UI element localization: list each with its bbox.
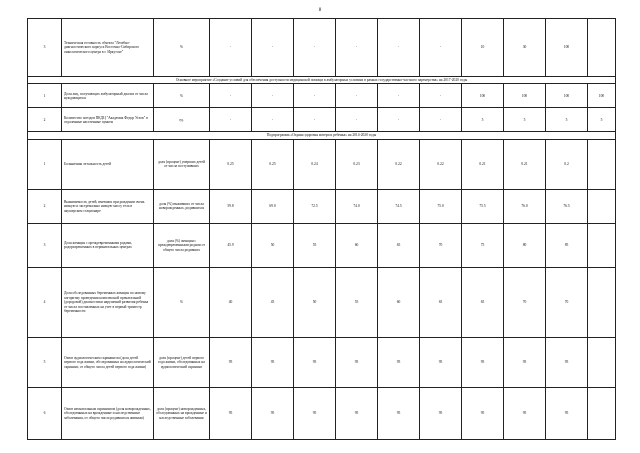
year-value-cell: 80 [504,223,546,267]
year-value-cell: 65 [462,267,504,337]
year-value-cell: 10 [462,19,504,77]
year-value-cell: - [252,108,294,132]
indicators-table [27,18,616,440]
year-value-cell [588,19,616,77]
year-value-cell: 95 [294,387,336,439]
year-value-cell: - [252,84,294,108]
year-value-cell: 50 [252,223,294,267]
page-number: 8 [318,8,322,13]
table-body [28,19,616,440]
year-value-cell: 5 [588,108,616,132]
indicator-name: Выживаемость детей, имевших при рождении очень низкую и экстремально низкую массу тела в акушерском стационаре [62,189,154,223]
year-value-cell: - [294,108,336,132]
year-value-cell: 65 [420,267,462,337]
year-value-cell: 74.5 [378,189,420,223]
indicator-name: Количество поездов ПКДЦ "Академик Федор Углов" в отдаленные населенные пункты [62,108,154,132]
row-number: 4 [28,267,62,337]
indicator-name: Доля лиц, получающих амбулаторный диализ от числа нуждающихся [62,84,154,108]
indicator-name: Больничная летальность детей [62,139,154,189]
year-value-cell: - [378,108,420,132]
table-row [28,19,616,77]
year-value-cell: 0.24 [294,139,336,189]
unit-of-measure: % [154,19,210,77]
year-value-cell: - [252,19,294,77]
year-value-cell: - [210,19,252,77]
year-value-cell: 95 [336,387,378,439]
year-value-cell: 5 [462,108,504,132]
table-row [28,387,616,439]
year-value-cell: 0.25 [252,139,294,189]
year-value-cell: 75.0 [420,189,462,223]
year-value-cell: 95 [504,337,546,387]
indicator-name: Доля женщин с преждевременными родами, родоразрешенных в перинатальных центрах [62,223,154,267]
year-value-cell: 95 [378,387,420,439]
year-value-cell: 95 [252,387,294,439]
indicator-name: Техническая готовность объекта "Лечебно-диагностического корпуса Восточно-Сибирского онкологического центра в г. Иркутске" [62,19,154,77]
row-number: 5 [28,337,62,387]
year-value-cell: 0.23 [336,139,378,189]
year-value-cell: 65 [378,223,420,267]
year-value-cell: 60 [378,267,420,337]
row-number: 1 [28,84,62,108]
year-value-cell: 75 [462,223,504,267]
year-value-cell: - [336,19,378,77]
year-value-cell: 95 [210,337,252,387]
year-value-cell: 70 [420,223,462,267]
table-row [28,267,616,337]
year-value-cell: 69.0 [252,189,294,223]
year-value-cell: 55 [294,223,336,267]
unit-of-measure: % [154,267,210,337]
section-header-row [28,132,616,139]
year-value-cell: - [210,108,252,132]
year-value-cell: 75.5 [462,189,504,223]
year-value-cell: - [294,19,336,77]
year-value-cell: - [336,108,378,132]
year-value-cell: - [420,19,462,77]
year-value-cell: 0.22 [420,139,462,189]
year-value-cell: - [378,19,420,77]
unit-of-measure: доля (процент) новорожденных, обследованных на врожденные и наследственные заболевания [154,387,210,439]
year-value-cell: - [420,108,462,132]
year-value-cell: 95 [462,337,504,387]
year-value-cell [588,337,616,387]
row-number: 1 [28,139,62,189]
year-value-cell: 0.21 [462,139,504,189]
year-value-cell: - [378,84,420,108]
year-value-cell: 72.5 [294,189,336,223]
unit-of-measure: доля (%) выживших от числа новорожденных, родившихся [154,189,210,223]
year-value-cell: 85 [546,223,588,267]
year-value-cell: - [210,84,252,108]
row-number: 6 [28,387,62,439]
year-value-cell: 60 [336,223,378,267]
year-value-cell: 100 [588,84,616,108]
year-value-cell: 95 [546,337,588,387]
year-value-cell: - [294,84,336,108]
row-number: 2 [28,189,62,223]
indicator-name: Охват аудиологическим скринингом (доля детей первого года жизни, обследованных на аудиологический скрининг, от общего числа детей первого года жизни) [62,337,154,387]
year-value-cell: 76.5 [546,189,588,223]
section-title: Основное мероприятие «Создание условий для обеспечения доступности медицинской помощи в амбулаторных условиях в рамках государственно-частного партнерства» на 2017-2020 годы [28,77,616,84]
year-value-cell: 95 [294,337,336,387]
unit-of-measure: доля (процент) умерших детей от числа поступивших [154,139,210,189]
row-number: 3 [28,223,62,267]
year-value-cell: - [336,84,378,108]
year-value-cell [588,223,616,267]
unit-of-measure: % [154,84,210,108]
year-value-cell: 0.22 [378,139,420,189]
table-row [28,108,616,132]
indicator-name: Доля обследованных беременных женщин по новому алгоритму проведения комплексной пренатальной (дородовой) диагностики нарушений развития ребенка от числа поставленных на учет в первый триместр беременности [62,267,154,337]
year-value-cell: 95 [462,387,504,439]
unit-of-measure: доля (процент) детей первого года жизни, обследованных на аудиологический скрининг [154,337,210,387]
year-value-cell: 95 [336,337,378,387]
year-value-cell: 100 [462,84,504,108]
table-row [28,337,616,387]
year-value-cell: 50 [294,267,336,337]
year-value-cell: 0.21 [504,139,546,189]
row-number: 3 [28,19,62,77]
section-title: Подпрограмма «Охрана здоровья матери и ребенка» на 2014-2020 годы [28,132,616,139]
year-value-cell: 95 [252,337,294,387]
indicator-name: Охват неонатальным скринингом (доля новорожденных, обследованных на врожденные и наследственные заболевания, от общего числа родившихся живыми) [62,387,154,439]
year-value-cell: 100 [546,84,588,108]
year-value-cell: 95 [420,337,462,387]
year-value-cell: 95 [420,387,462,439]
table-row [28,223,616,267]
year-value-cell: 70 [546,267,588,337]
year-value-cell: 95 [546,387,588,439]
year-value-cell: 30 [504,19,546,77]
year-value-cell: 0.2 [546,139,588,189]
year-value-cell [588,387,616,439]
year-value-cell: 74.0 [336,189,378,223]
year-value-cell: 55 [336,267,378,337]
year-value-cell: 76.0 [504,189,546,223]
year-value-cell [588,267,616,337]
year-value-cell: 95 [210,387,252,439]
year-value-cell: 5 [546,108,588,132]
year-value-cell: 5 [504,108,546,132]
table-row [28,139,616,189]
year-value-cell: 59.8 [210,189,252,223]
year-value-cell: - [420,84,462,108]
row-number: 2 [28,108,62,132]
year-value-cell: 70 [504,267,546,337]
table-row [28,189,616,223]
year-value-cell [588,189,616,223]
table-row [28,84,616,108]
year-value-cell: 0.25 [210,139,252,189]
year-value-cell: 95 [378,337,420,387]
year-value-cell: 45.9 [210,223,252,267]
section-header-row [28,77,616,84]
year-value-cell: 40 [210,267,252,337]
year-value-cell: 45 [252,267,294,337]
year-value-cell [588,139,616,189]
year-value-cell: 95 [504,387,546,439]
year-value-cell: 100 [546,19,588,77]
unit-of-measure: доля (%) женщин с преждевременными родами от общего числа родивших [154,223,210,267]
year-value-cell: 100 [504,84,546,108]
unit-of-measure: ед. [154,108,210,132]
